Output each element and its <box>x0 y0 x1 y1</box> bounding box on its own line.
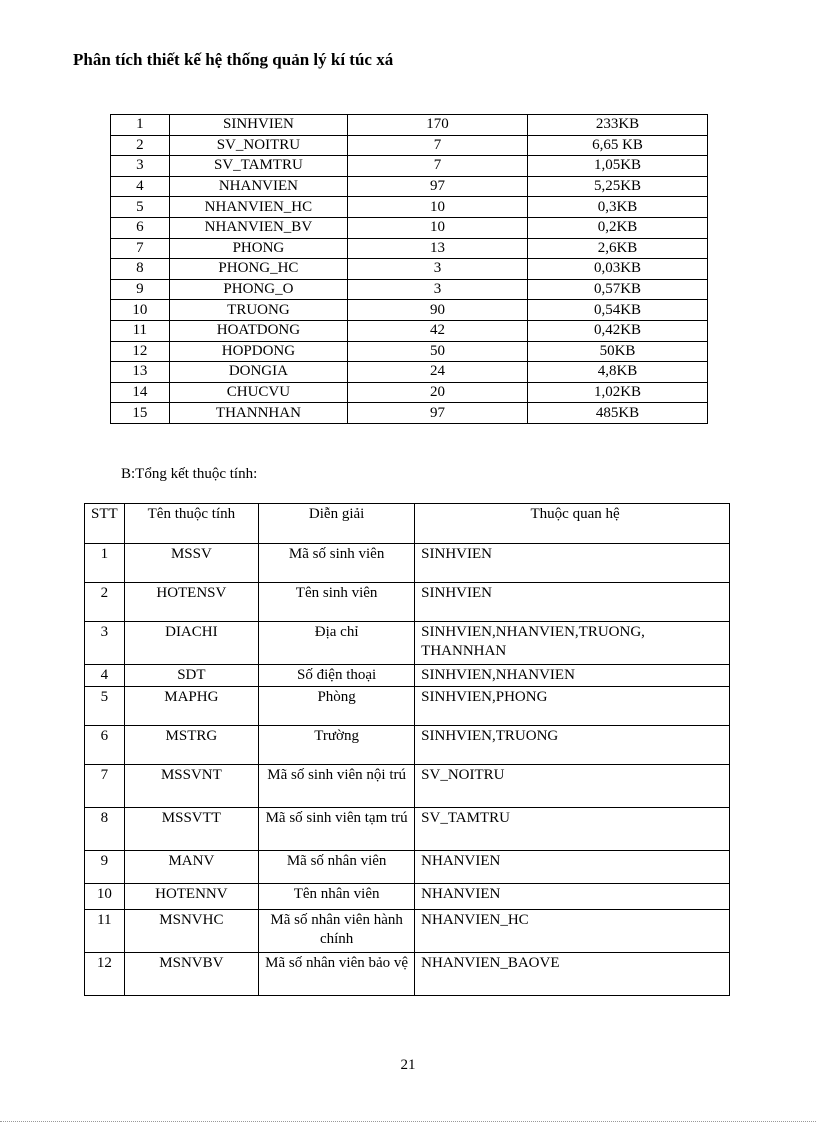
attribute-name-cell: MSSV <box>124 544 258 583</box>
description-cell: Mã số sinh viên nội trú <box>259 765 415 808</box>
table-row <box>111 300 708 321</box>
row-number-cell: 4 <box>111 176 170 197</box>
table-row <box>111 176 708 197</box>
table-row <box>85 884 730 910</box>
header-attribute-name: Tên thuộc tính <box>124 504 258 544</box>
header-relation: Thuộc quan hệ <box>415 504 730 544</box>
stt-cell: 3 <box>85 622 125 665</box>
table-row <box>85 910 730 953</box>
table-row <box>85 583 730 622</box>
row-number-cell: 12 <box>111 341 170 362</box>
table-name-cell: SINHVIEN <box>169 115 347 136</box>
size-cell: 2,6KB <box>527 238 707 259</box>
size-cell: 1,02KB <box>527 382 707 403</box>
attribute-name-cell: MSSVNT <box>124 765 258 808</box>
record-count-cell: 50 <box>348 341 528 362</box>
record-count-cell: 7 <box>348 135 528 156</box>
relation-cell: SV_NOITRU <box>415 765 730 808</box>
stt-cell: 4 <box>85 665 125 687</box>
attribute-name-cell: HOTENNV <box>124 884 258 910</box>
table-row <box>111 341 708 362</box>
table-attribute-summary <box>84 503 730 996</box>
description-cell: Mã số sinh viên tạm trú <box>259 808 415 851</box>
table-name-cell: THANNHAN <box>169 403 347 424</box>
relation-cell: NHANVIEN_BAOVE <box>415 953 730 996</box>
table-row <box>85 622 730 665</box>
table-row <box>111 403 708 424</box>
table-name-cell: SV_NOITRU <box>169 135 347 156</box>
attribute-name-cell: MSNVBV <box>124 953 258 996</box>
size-cell: 50KB <box>527 341 707 362</box>
record-count-cell: 3 <box>348 259 528 280</box>
table-name-cell: NHANVIEN_HC <box>169 197 347 218</box>
row-number-cell: 9 <box>111 279 170 300</box>
relation-cell: NHANVIEN_HC <box>415 910 730 953</box>
size-cell: 233KB <box>527 115 707 136</box>
table-row <box>111 362 708 383</box>
size-cell: 0,57KB <box>527 279 707 300</box>
record-count-cell: 170 <box>348 115 528 136</box>
relation-cell: SINHVIEN <box>415 544 730 583</box>
table-row <box>85 665 730 687</box>
relation-cell: SINHVIEN,PHONG <box>415 687 730 726</box>
attribute-name-cell: MANV <box>124 851 258 884</box>
table-name-cell: PHONG <box>169 238 347 259</box>
row-number-cell: 6 <box>111 217 170 238</box>
table-row <box>85 851 730 884</box>
description-cell: Tên sinh viên <box>259 583 415 622</box>
relation-cell: SINHVIEN,TRUONG <box>415 726 730 765</box>
table-row <box>111 320 708 341</box>
section-b-heading: B:Tổng kết thuộc tính: <box>121 466 258 482</box>
table-name-cell: CHUCVU <box>169 382 347 403</box>
row-number-cell: 15 <box>111 403 170 424</box>
table-row <box>111 115 708 136</box>
row-number-cell: 5 <box>111 197 170 218</box>
size-cell: 5,25KB <box>527 176 707 197</box>
description-cell: Địa chỉ <box>259 622 415 665</box>
record-count-cell: 90 <box>348 300 528 321</box>
table-row <box>85 953 730 996</box>
table-row <box>111 382 708 403</box>
row-number-cell: 14 <box>111 382 170 403</box>
table-name-cell: PHONG_O <box>169 279 347 300</box>
relation-cell: SINHVIEN,NHANVIEN <box>415 665 730 687</box>
attribute-name-cell: MSTRG <box>124 726 258 765</box>
record-count-cell: 10 <box>348 197 528 218</box>
table-row <box>111 135 708 156</box>
table-name-cell: DONGIA <box>169 362 347 383</box>
record-count-cell: 3 <box>348 279 528 300</box>
table-name-cell: HOATDONG <box>169 320 347 341</box>
row-number-cell: 3 <box>111 156 170 177</box>
stt-cell: 1 <box>85 544 125 583</box>
description-cell: Mã số nhân viên hành chính <box>259 910 415 953</box>
record-count-cell: 7 <box>348 156 528 177</box>
size-cell: 1,05KB <box>527 156 707 177</box>
size-cell: 6,65 KB <box>527 135 707 156</box>
table-size-summary <box>110 114 708 424</box>
stt-cell: 11 <box>85 910 125 953</box>
relation-cell: SINHVIEN <box>415 583 730 622</box>
attribute-name-cell: MSNVHC <box>124 910 258 953</box>
table-row <box>85 808 730 851</box>
page-bottom-divider <box>0 1121 816 1122</box>
table-row <box>111 238 708 259</box>
table-row <box>111 217 708 238</box>
table-name-cell: HOPDONG <box>169 341 347 362</box>
row-number-cell: 10 <box>111 300 170 321</box>
stt-cell: 6 <box>85 726 125 765</box>
description-cell: Tên nhân viên <box>259 884 415 910</box>
stt-cell: 9 <box>85 851 125 884</box>
stt-cell: 10 <box>85 884 125 910</box>
stt-cell: 5 <box>85 687 125 726</box>
description-cell: Mã số sinh viên <box>259 544 415 583</box>
row-number-cell: 11 <box>111 320 170 341</box>
table-name-cell: TRUONG <box>169 300 347 321</box>
relation-cell: SINHVIEN,NHANVIEN,TRUONG, THANNHAN <box>415 622 730 665</box>
stt-cell: 12 <box>85 953 125 996</box>
table-name-cell: SV_TAMTRU <box>169 156 347 177</box>
row-number-cell: 8 <box>111 259 170 280</box>
table-row <box>85 544 730 583</box>
size-cell: 0,03KB <box>527 259 707 280</box>
size-cell: 0,2KB <box>527 217 707 238</box>
record-count-cell: 97 <box>348 176 528 197</box>
page-number: 21 <box>400 1057 416 1073</box>
row-number-cell: 13 <box>111 362 170 383</box>
attribute-name-cell: DIACHI <box>124 622 258 665</box>
attribute-name-cell: HOTENSV <box>124 583 258 622</box>
stt-cell: 8 <box>85 808 125 851</box>
description-cell: Mã số nhân viên bảo vệ <box>259 953 415 996</box>
stt-cell: 7 <box>85 765 125 808</box>
relation-cell: SV_TAMTRU <box>415 808 730 851</box>
size-cell: 485KB <box>527 403 707 424</box>
description-cell: Trường <box>259 726 415 765</box>
record-count-cell: 97 <box>348 403 528 424</box>
row-number-cell: 2 <box>111 135 170 156</box>
size-cell: 0,54KB <box>527 300 707 321</box>
size-cell: 0,42KB <box>527 320 707 341</box>
attribute-name-cell: MAPHG <box>124 687 258 726</box>
description-cell: Phòng <box>259 687 415 726</box>
table-header-row <box>85 504 730 544</box>
row-number-cell: 1 <box>111 115 170 136</box>
table-name-cell: PHONG_HC <box>169 259 347 280</box>
table-row <box>111 156 708 177</box>
record-count-cell: 42 <box>348 320 528 341</box>
record-count-cell: 10 <box>348 217 528 238</box>
header-description: Diễn giải <box>259 504 415 544</box>
row-number-cell: 7 <box>111 238 170 259</box>
size-cell: 0,3KB <box>527 197 707 218</box>
header-stt: STT <box>85 504 125 544</box>
table-row <box>85 687 730 726</box>
table-name-cell: NHANVIEN_BV <box>169 217 347 238</box>
table-row <box>111 197 708 218</box>
record-count-cell: 24 <box>348 362 528 383</box>
attribute-name-cell: MSSVTT <box>124 808 258 851</box>
table-name-cell: NHANVIEN <box>169 176 347 197</box>
relation-cell: NHANVIEN <box>415 884 730 910</box>
size-cell: 4,8KB <box>527 362 707 383</box>
record-count-cell: 13 <box>348 238 528 259</box>
table-row <box>111 279 708 300</box>
relation-cell: NHANVIEN <box>415 851 730 884</box>
description-cell: Mã số nhân viên <box>259 851 415 884</box>
table-row <box>111 259 708 280</box>
attribute-name-cell: SDT <box>124 665 258 687</box>
stt-cell: 2 <box>85 583 125 622</box>
page-title: Phân tích thiết kế hệ thống quản lý kí túc xá <box>73 50 394 69</box>
table-row <box>85 726 730 765</box>
table-row <box>85 765 730 808</box>
description-cell: Số điện thoại <box>259 665 415 687</box>
record-count-cell: 20 <box>348 382 528 403</box>
